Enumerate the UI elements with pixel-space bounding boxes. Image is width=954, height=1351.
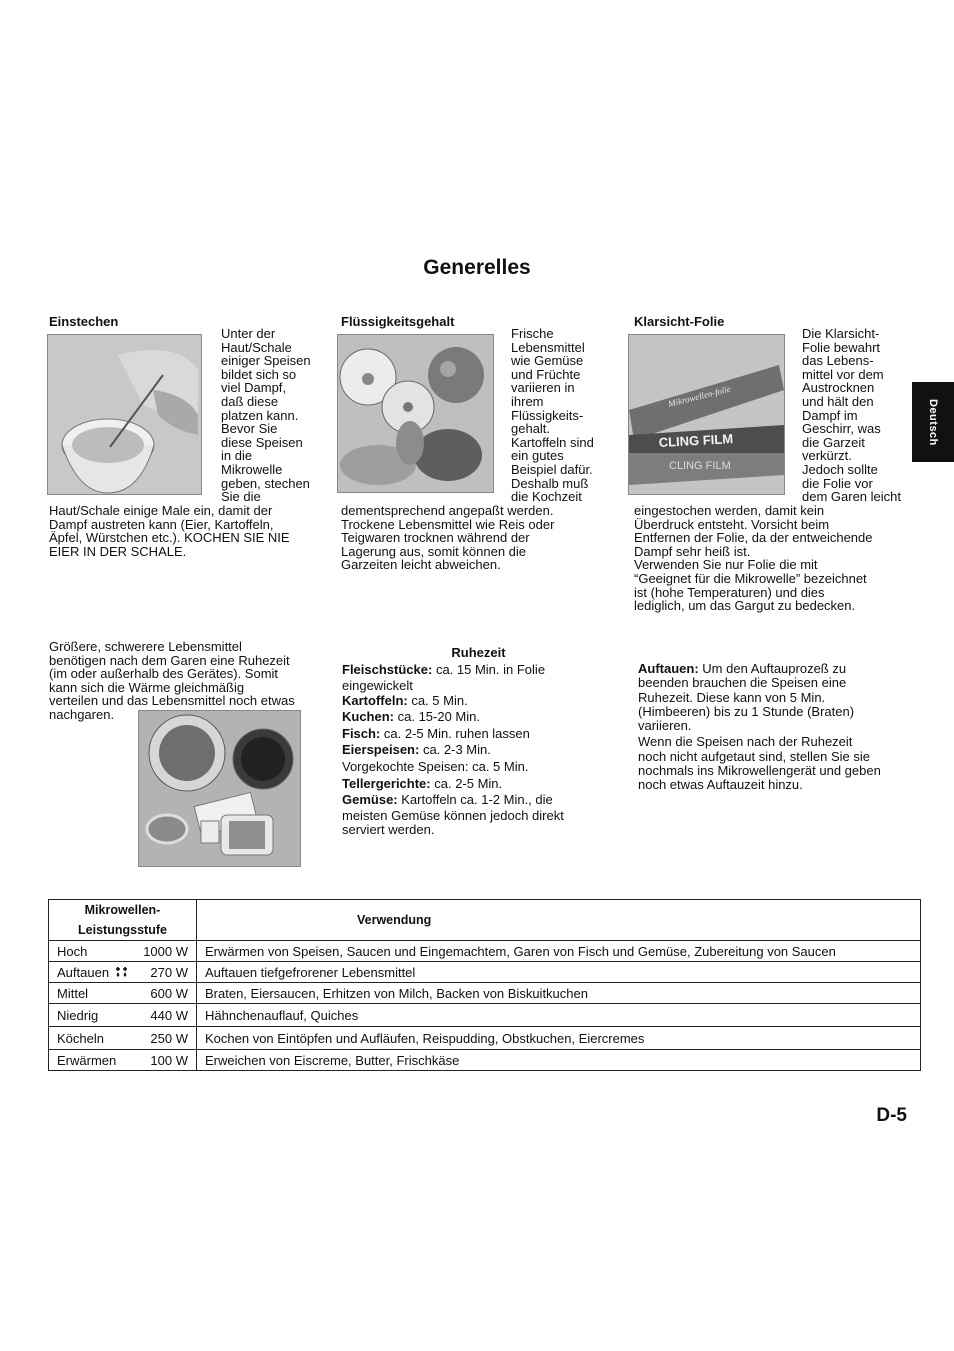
fluessigkeit-heading: Flüssigkeitsgehalt xyxy=(341,314,455,329)
table-row xyxy=(49,1050,921,1071)
text-line: Sie die xyxy=(221,489,261,505)
auftauen-text xyxy=(638,662,881,793)
list-item-text: ca. 15-20 Min. xyxy=(394,709,480,725)
text-line: (im oder außerhalb des Gerätes). Somit xyxy=(49,666,279,682)
text-line: platzen kann. xyxy=(221,407,299,423)
table-row xyxy=(49,1004,921,1027)
list-item xyxy=(342,693,564,710)
list-item xyxy=(342,709,564,726)
text-line: noch nicht aufgetaut sind, stellen Sie sie xyxy=(638,748,870,764)
text-line: variieren. xyxy=(638,718,692,734)
text-line: Folie bewahrt xyxy=(802,339,881,355)
list-item xyxy=(342,742,564,759)
list-item-text: Vorgekochte Speisen: ca. 5 Min. xyxy=(342,758,529,774)
text-line: beenden brauchen die Speisen eine xyxy=(638,675,847,691)
text-line: “Geeignet für die Mikrowelle” bezeichnet xyxy=(634,570,867,586)
ruhezeit-heading: Ruhezeit xyxy=(451,645,506,660)
table-cell-use: Braten, Eiersaucen, Erhitzen von Milch, Backen von Biskuitkuchen xyxy=(197,983,921,1004)
text-line: Dampf austreten kann (Eier, Kartoffeln, xyxy=(49,516,274,532)
text-line: Flüssigkeits- xyxy=(511,407,584,423)
power-level-watt: 1000 W xyxy=(143,943,188,959)
text-line: Jedoch sollte xyxy=(802,461,878,477)
text-line: Haut/Schale xyxy=(221,339,292,355)
food-dishes-photo xyxy=(138,710,301,867)
table-cell-level xyxy=(49,983,197,1004)
power-level-watt: 270 W xyxy=(150,964,188,980)
text-line: dementsprechend angepaßt werden. xyxy=(341,503,554,518)
list-item-label: Tellergerichte: xyxy=(342,775,431,791)
table-cell-use: Auftauen tiefgefrorener Lebensmittel xyxy=(197,962,921,983)
text-line: kann sich die Wärme gleichmäßig xyxy=(49,679,245,695)
text-line: lediglich, um das Gargut zu bedecken. xyxy=(634,598,856,614)
text-line: Unter der xyxy=(221,326,276,341)
list-item xyxy=(342,679,564,693)
list-item xyxy=(342,759,564,776)
text-line: nachgaren. xyxy=(49,706,115,722)
text-line: die Folie vor xyxy=(802,475,873,491)
text-line: Lagerung aus, somit können die xyxy=(341,543,527,559)
table-cell-level xyxy=(49,941,197,962)
klarsicht-body-text xyxy=(634,504,873,613)
text-line: in die xyxy=(221,448,253,464)
power-level-name: Köcheln xyxy=(57,1030,104,1046)
foil-label-middle: CLING FILM xyxy=(658,431,734,450)
text-line xyxy=(638,662,881,676)
text-line: einiger Speisen xyxy=(221,353,311,369)
ruhezeit-list xyxy=(342,662,564,838)
text-line: die Garzeit xyxy=(802,434,865,450)
cling-film-photo xyxy=(628,334,785,495)
table-cell-use: Erwärmen von Speisen, Saucen und Eingemachtem, Garen von Fisch und Gemüse, Zubereitung von Saucen xyxy=(197,941,921,962)
text-line: EIER IN DER SCHALE. xyxy=(49,543,187,559)
table-row xyxy=(49,941,921,962)
table-cell-use: Hähnchenauflauf, Quiches xyxy=(197,1004,921,1027)
text-line: Die Klarsicht- xyxy=(802,326,880,341)
text-line: Beispiel dafür. xyxy=(511,461,593,477)
text-line: Überdruck entsteht. Vorsicht beim xyxy=(634,516,830,532)
power-level-name: Auftauen xyxy=(57,964,110,980)
einstechen-side-text xyxy=(221,327,311,504)
text-line: Dampf im xyxy=(802,407,858,423)
list-item-text: ca. 2-5 Min. xyxy=(430,775,503,791)
list-item-text: ca. 5 Min. xyxy=(407,692,468,708)
list-item xyxy=(342,662,564,679)
list-item-label: Gemüse: xyxy=(342,792,398,808)
text-line: Äpfel, Würstchen etc.). KOCHEN SIE NIE xyxy=(49,530,290,546)
list-item xyxy=(342,726,564,743)
power-level-name: Mittel xyxy=(57,985,89,1001)
klarsicht-side-text xyxy=(802,327,901,504)
power-level-name: Niedrig xyxy=(57,1007,99,1023)
page-title: Generelles xyxy=(423,256,531,279)
power-level-watt: 440 W xyxy=(150,1007,188,1023)
text-line: Mikrowelle xyxy=(221,461,283,477)
list-item-text: serviert werden. xyxy=(342,822,435,838)
table-header-level-line1: Mikrowellen- xyxy=(84,903,161,917)
list-item-label: Eierspeisen: xyxy=(342,742,420,758)
text-line: die Kochzeit xyxy=(511,489,582,505)
table-header-use: Verwendung xyxy=(197,900,921,941)
text-line: Lebensmittel xyxy=(511,339,585,355)
text-line: (Himbeeren) bis zu 1 Stunde (Braten) xyxy=(638,703,855,719)
list-item xyxy=(342,823,564,838)
fruit-photo xyxy=(337,334,494,493)
table-cell-level xyxy=(49,962,197,983)
table-row xyxy=(49,983,921,1004)
text-line: Frische xyxy=(511,326,554,341)
foil-label-bottom: CLING FILM xyxy=(669,460,731,472)
page-number: D-5 xyxy=(876,1105,907,1126)
table-row xyxy=(49,962,921,983)
list-item xyxy=(342,776,564,793)
auftauen-first-text: Um den Auftauprozeß zu xyxy=(698,661,847,676)
power-level-watt: 250 W xyxy=(150,1030,188,1046)
text-line: dem Garen leicht xyxy=(802,489,901,505)
list-item-label: Kuchen: xyxy=(342,709,394,725)
foil-label-top: Mikrowellen-folie xyxy=(667,383,732,409)
list-item-text: ca. 15 Min. in Folie xyxy=(432,662,546,677)
text-line: Kartoffeln sind xyxy=(511,434,594,450)
power-level-table xyxy=(48,899,921,1071)
text-line: variieren in xyxy=(511,380,575,396)
text-line: Austrocknen xyxy=(802,380,875,396)
defrost-icon xyxy=(116,966,128,978)
power-level-name: Erwärmen xyxy=(57,1052,117,1068)
table-header-level-line2: Leistungsstufe xyxy=(78,923,167,937)
list-item xyxy=(342,792,564,809)
auftauen-label: Auftauen: xyxy=(638,661,699,676)
power-level-watt: 100 W xyxy=(150,1052,188,1068)
text-line: Bevor Sie xyxy=(221,421,278,437)
power-level-watt: 600 W xyxy=(150,985,188,1001)
text-line: Teigwaren trocknen während der xyxy=(341,530,530,546)
text-line: noch etwas Auftauzeit hinzu. xyxy=(638,777,803,793)
piercing-photo xyxy=(47,334,202,495)
text-line: diese Speisen xyxy=(221,434,303,450)
text-line: Ruhezeit. Diese kann von 5 Min. xyxy=(638,689,826,705)
text-line: verkürzt. xyxy=(802,448,852,464)
power-level-name: Hoch xyxy=(57,943,88,959)
text-line: verteilen und das Lebensmittel noch etwas xyxy=(49,693,295,709)
fluessigkeit-side-text xyxy=(511,327,594,504)
list-item-text: ca. 2-3 Min. xyxy=(419,742,491,758)
table-cell-use: Kochen von Eintöpfen und Aufläufen, Reispudding, Obstkuchen, Eiercremes xyxy=(197,1027,921,1050)
text-line: Geschirr, was xyxy=(802,421,881,437)
text-line: gehalt. xyxy=(511,421,551,437)
list-item-label: Fleischstücke: xyxy=(342,662,433,677)
text-line: bildet sich so xyxy=(221,366,297,382)
text-line: ein gutes xyxy=(511,448,564,464)
text-line: Garzeiten leicht abweichen. xyxy=(341,557,501,573)
list-item-text: ca. 2-5 Min. ruhen lassen xyxy=(380,725,530,741)
text-line: Größere, schwerere Lebensmittel xyxy=(49,639,242,654)
text-line: das Lebens- xyxy=(802,353,874,369)
text-line: mittel vor dem xyxy=(802,366,884,382)
text-line: ist (hohe Temperaturen) und dies xyxy=(634,584,825,600)
einstechen-body-text xyxy=(49,504,290,558)
text-line: viel Dampf, xyxy=(221,380,287,396)
text-line: eingestochen werden, damit kein xyxy=(634,503,825,518)
klarsicht-heading: Klarsicht-Folie xyxy=(634,314,725,329)
text-line: ihrem xyxy=(511,393,544,409)
table-cell-level xyxy=(49,1027,197,1050)
text-line: nochmals ins Mikrowellengerät und geben xyxy=(638,763,881,779)
text-line: Verwenden Sie nur Folie die mit xyxy=(634,557,818,573)
table-header-level xyxy=(49,900,197,941)
text-line: und Früchte xyxy=(511,366,581,382)
text-line: daß diese xyxy=(221,393,279,409)
einstechen-heading: Einstechen xyxy=(49,314,119,329)
list-item-label: Kartoffeln: xyxy=(342,692,408,708)
fluessigkeit-body-text xyxy=(341,504,554,572)
text-line: wie Gemüse xyxy=(511,353,584,369)
list-item-text: Kartoffeln ca. 1-2 Min., die xyxy=(397,792,553,808)
list-item-label: Fisch: xyxy=(342,725,381,741)
language-tab-label: Deutsch xyxy=(927,398,939,446)
table-row xyxy=(49,1027,921,1050)
table-cell-level xyxy=(49,1050,197,1071)
text-line: Haut/Schale einige Male ein, damit der xyxy=(49,503,273,518)
text-line: Wenn die Speisen nach der Ruhezeit xyxy=(638,734,853,750)
list-item-text: eingewickelt xyxy=(342,677,413,693)
list-item-text: meisten Gemüse können jedoch direkt xyxy=(342,807,564,823)
text-line: Dampf sehr heiß ist. xyxy=(634,543,751,559)
text-line: benötigen nach dem Garen eine Ruhezeit xyxy=(49,652,290,668)
text-line: Deshalb muß xyxy=(511,475,589,491)
language-tab xyxy=(912,382,954,462)
table-header-row xyxy=(49,900,921,941)
list-item xyxy=(342,809,564,824)
text-line: und hält den xyxy=(802,393,874,409)
text-line: geben, stechen xyxy=(221,475,310,491)
table-cell-level xyxy=(49,1004,197,1027)
text-line: Entfernen der Folie, da der entweichende xyxy=(634,530,873,546)
table-cell-use: Erweichen von Eiscreme, Butter, Frischkäse xyxy=(197,1050,921,1071)
text-line: Trockene Lebensmittel wie Reis oder xyxy=(341,516,555,532)
